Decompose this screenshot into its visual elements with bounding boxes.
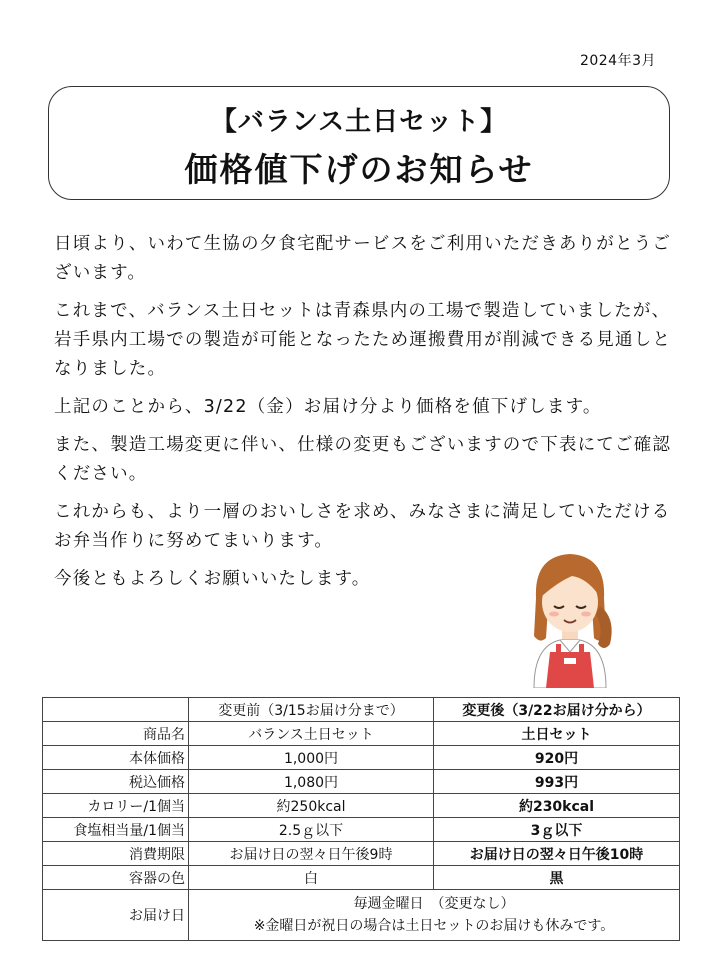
row-label: 容器の色 [43,866,189,890]
row-before-value: 1,000円 [189,746,434,770]
row-label: 税込価格 [43,770,189,794]
table-row [43,842,680,866]
table-row [43,866,680,890]
row-after-value: 約230kcal [434,794,680,818]
paragraph-reason: これまで、バランス土日セットは青森県内の工場で製造していましたが、岩手県内工場での製造が可能となったため運搬費用が削減できる見通しとなりました。 [54,301,672,379]
row-label: カロリー/1個当 [43,794,189,818]
delivery-info-cell [189,890,680,941]
paragraph-greeting: 日頃より、いわて生協の夕食宅配サービスをご利用いただきありがとうございます。 [54,234,672,283]
row-label: 消費期限 [43,842,189,866]
header-after-cell: 変更後（3/22お届け分から） [434,698,680,722]
spec-comparison-table [42,697,680,941]
delivery-row [43,890,680,941]
row-after-value: 土日セット [434,722,680,746]
row-after-value: お届け日の翌々日午後10時 [434,842,680,866]
row-after-value: 993円 [434,770,680,794]
row-before-value: 白 [189,866,434,890]
row-label: 商品名 [43,722,189,746]
row-label: 本体価格 [43,746,189,770]
table-row [43,770,680,794]
table-row [43,722,680,746]
staff-woman-apron-bowing-icon [520,548,620,688]
row-before-value: 2.5ｇ以下 [189,818,434,842]
row-after-value: 黒 [434,866,680,890]
delivery-label: お届け日 [43,890,189,941]
title-box [48,86,670,200]
delivery-holiday-note: ※金曜日が祝日の場合は土日セットのお届けも休みです。 [253,918,615,934]
delivery-schedule: 毎週金曜日 （変更なし） [353,896,515,912]
paragraph-closing: 今後ともよろしくお願いいたします。 [54,569,371,589]
row-before-value: 1,080円 [189,770,434,794]
header-label-cell [43,698,189,722]
paragraph-price-change: 上記のことから、3/22（金）お届け分より価格を値下げします。 [54,397,602,417]
table-row [43,818,680,842]
paragraph-commitment: これからも、より一層のおいしさを求め、みなさまに満足していただけるお弁当作りに努めてまいります。 [54,502,671,551]
row-before-value: お届け日の翌々日午後9時 [189,842,434,866]
table-header-row [43,698,680,722]
title-product: 【バランス土日セット】 [210,107,508,137]
table-row [43,794,680,818]
table-row [43,746,680,770]
document-date: 2024年3月 [579,53,656,69]
row-label: 食塩相当量/1個当 [43,818,189,842]
row-before-value: バランス土日セット [189,722,434,746]
paragraph-spec-change: また、製造工場変更に伴い、仕様の変更もございますので下表にてご確認ください。 [54,435,672,484]
row-after-value: 920円 [434,746,680,770]
header-before-cell: 変更前（3/15お届け分まで） [189,698,434,722]
row-after-value: 3ｇ以下 [434,818,680,842]
title-notice: 価格値下げのお知らせ [184,150,534,189]
row-before-value: 約250kcal [189,794,434,818]
